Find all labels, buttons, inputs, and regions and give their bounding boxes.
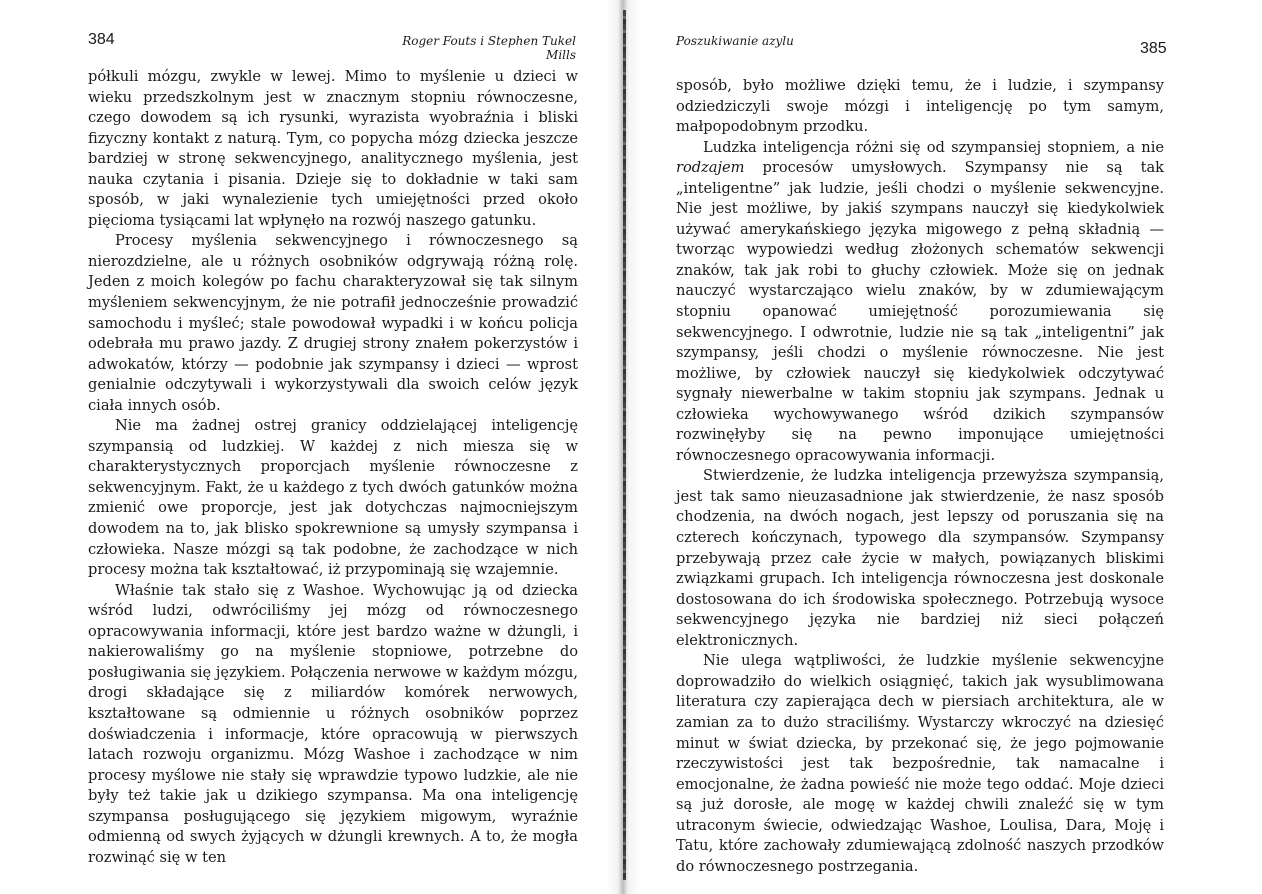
left-page-number: 384 xyxy=(88,31,115,48)
right-paragraph-2-text-b: procesów umysłowych. Szympansy nie są tak „inteligentne” jak ludzie, jeśli chodzi o myślenie sekwencyjne. Nie jest możliwe, by jakiś szympans nauczył się kiedykolwiek używać amerykańskiego języka migowego z pełną składnią — tworząc wypowiedzi według złożonych schematów sekwencji znaków, tak jak robi to głuchy człowiek. Może się on jednak nauczyć wystarczająco wielu znaków, by w zdumiewającym stopniu opanować umiejętność porozumiewania się sekwencyjnego. I odwrotnie, ludzie nie są tak „inteligentni” jak szympansy, jeśli chodzi o myślenie równoczesne. Nie jest możliwe, by człowiek nauczył się kiedykolwiek odczytywać sygnały niewerbalne w takim stopniu jak szympans. Jednak u człowieka wychowywanego wśród dzikich szympansów rozwinęłyby się na pewno imponujące umiejętności równoczesnego opracowywania informacji. xyxy=(676,159,1164,464)
book-gutter xyxy=(606,0,640,894)
right-page-number: 385 xyxy=(1140,40,1167,57)
right-paragraph-4-text: Nie ulega wątpliwości, że ludzkie myślenie sekwencyjne doprowadziło do wielkich osiągnięć, takich jak wysublimowana literatura czy zapierająca dech w piersiach architektura, ale w zamian za to dużo straciliśmy. Wystarczy wkroczyć na dziesięć minut w świat dziecka, by przekonać się, że jego pojmowanie rzeczywistości jest tak bezpośrednie, tak namacalne i emocjonalne, że żadna powieść nie może tego oddać. Moje dzieci są już dorosłe, ale mogę w każdej chwili znaleźć się w tym utraconym świecie, odwiedzając Washoe, Loulisa, Dara, Moję i Tatu, które zachowały zdumiewającą zdolność naszych przodków do równoczesnego postrzegania. xyxy=(676,652,1164,875)
right-paragraph-3 xyxy=(676,466,1164,651)
left-paragraph-2: Procesy myślenia sekwencyjnego i równoczesnego są nierozdzielne, ale u różnych osobników odgrywają różną rolę. Jeden z moich kolegów po fachu charakteryzował się tak silnym myśleniem sekwencyjnym, że nie potrafił jednocześnie prowadzić samochodu i myśleć; stale powodował wypadki i w końcu policja odebrała mu prawo jazdy. Z drugiej strony znałem pokerzystów i adwokatów, którzy — podobnie jak szympansy i dzieci — wprost genialnie odczytywali i wykorzystywali dla swoich celów język ciała innych osób. xyxy=(88,232,578,414)
gutter-shadow xyxy=(623,10,626,880)
right-paragraph-1 xyxy=(676,76,1164,138)
left-text-column xyxy=(88,67,578,868)
right-text-column xyxy=(676,76,1164,877)
right-paragraph-2 xyxy=(676,138,1164,467)
left-paragraph-3: Nie ma żadnej ostrej granicy oddzielającej inteligencję szympansią od ludzkiej. W każdej z nich miesza się w charakterystycznych proporcjach myślenie równoczesne z sekwencyjnym. Fakt, że u każdego z tych dwóch gatunków można zmienić owe proporcje, jest jak dotychczas najmocniejszym dowodem na to, jak blisko spokrewnione są umysły szympansa i człowieka. Nasze mózgi są tak podobne, że zachodzące w nich procesy można tak kształtować, iż przypominają się wzajemnie. xyxy=(88,417,578,579)
left-paragraph-4: Właśnie tak stało się z Washoe. Wychowując ją od dziecka wśród ludzi, odwróciliśmy jej mózg od równoczesnego opracowywania informacji, które jest bardzo ważne w dżungli, i nakierowaliśmy go na myślenie stopniowe, potrzebne do posługiwania się językiem. Połączenia nerwowe w każdym mózgu, drogi składające się z miliardów komórek nerwowych, kształtowane są odmiennie u różnych osobników poprzez doświadczenia i informacje, które opracowują w pierwszych latach rozwoju organizmu. Mózg Washoe i zachodzące w nim procesy myślowe nie stały się wprawdzie typowo ludzkie, ale nie były też takie jak u dzikiego szympansa. Ma ona inteligencję szympansa posługującego się językiem migowym, wyraźnie odmienną od swych żyjących w dżungli krewnych. A to, że mogła rozwinąć się w ten xyxy=(88,581,578,866)
right-paragraph-2-italic: rodzajem xyxy=(676,159,745,177)
right-paragraph-4 xyxy=(676,651,1164,877)
right-paragraph-3-text: Stwierdzenie, że ludzka inteligencja przewyższa szympansią, jest tak samo nieuzasadnione jak stwierdzenie, że nasz sposób chodzenia, na dwóch nogach, jest lepszy od poruszania się na czterech kończynach, typowego dla szympansów. Szympansy przebywają przez całe życie w małych, powiązanych bliskimi związkami grupach. Ich inteligencja równoczesna jest doskonale dostosowana do ich środowiska społecznego. Potrzebują wysoce sekwencyjnego języka nie bardziej niż sieci połączeń elektronicznych. xyxy=(676,467,1164,649)
left-paragraph-1: półkuli mózgu, zwykle w lewej. Mimo to myślenie u dzieci w wieku przedszkolnym jest w znacznym stopniu równoczesne, czego dowodem są ich rysunki, wyrazista wyobraźnia i bliski fizyczny kontakt z naturą. Tym, co popycha mózg dziecka jeszcze bardziej w stronę sekwencyjnego, analitycznego myślenia, jest nauka czytania i pisania. Dzieje się to dokładnie w taki sam sposób, w jaki wynalezienie tych umiejętności przed około pięcioma tysiącami lat wpłynęło na rozwój naszego gatunku. xyxy=(88,68,578,229)
right-paragraph-1-text: sposób, było możliwe dzięki temu, że i ludzie, i szympansy odziedziczyli swoje mózgi i inteligencję po tym samym, małpopodobnym przodku. xyxy=(676,77,1164,136)
right-paragraph-2-text-a: Ludzka inteligencja różni się od szympansiej stopniem, a nie xyxy=(703,138,1164,156)
left-running-head: Roger Fouts i Stephen Tukel Mills xyxy=(402,34,576,62)
right-running-head: Poszukiwanie azylu xyxy=(676,34,794,48)
